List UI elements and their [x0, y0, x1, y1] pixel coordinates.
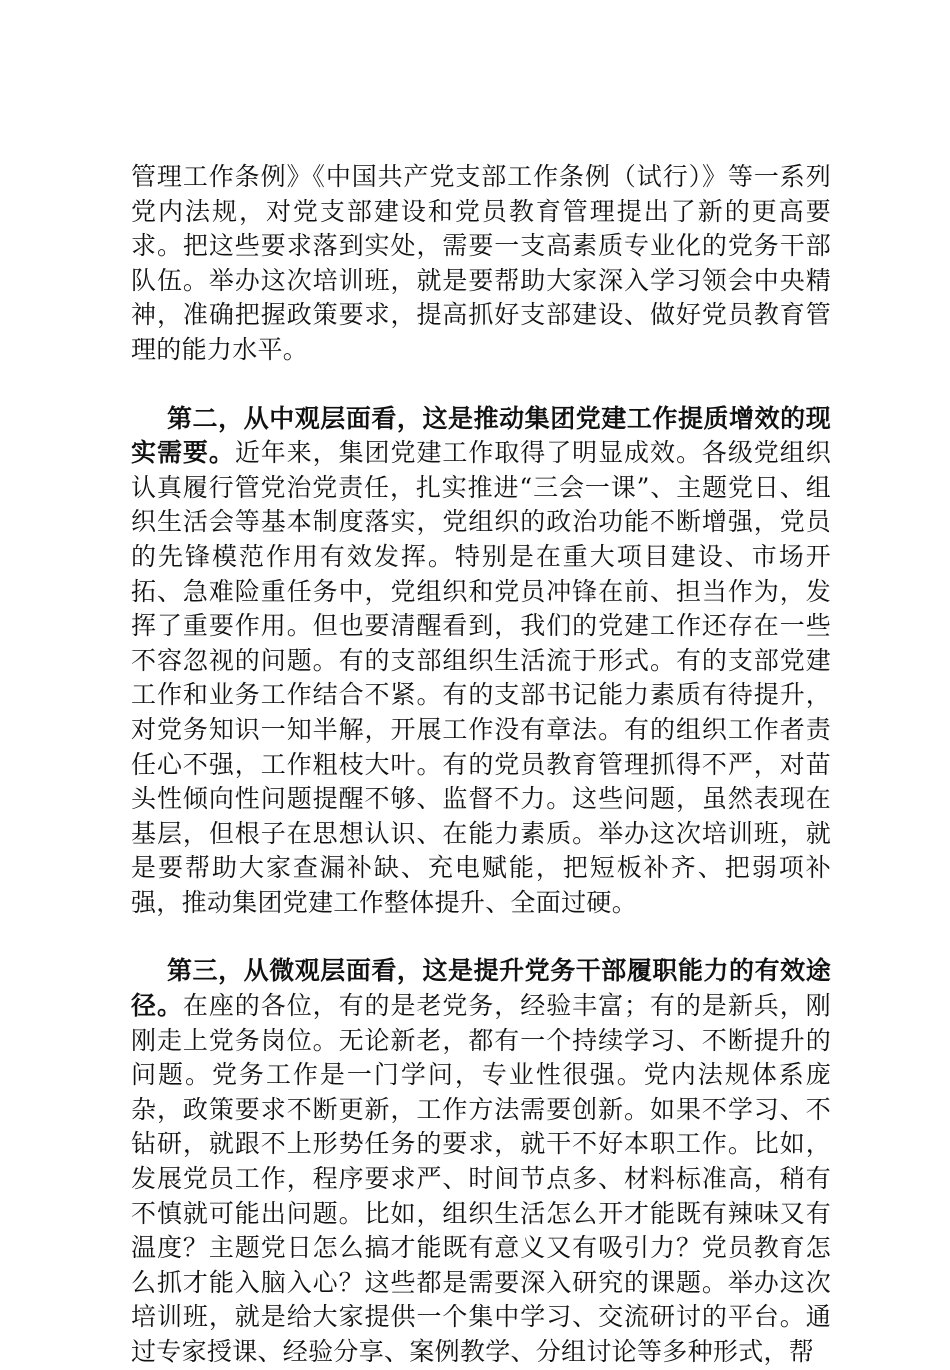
paragraph-intro [131, 160, 831, 368]
paragraph-third-body: 在座的各位，有的是老党务，经验丰富；有的是新兵，刚刚走上党务岗位。无论新老，都有一个持续学习、不断提升的问题。党务工作是一门学问，专业性很强。党内法规体系庞杂，政策要求不断更新，工作方法需要创新。如果不学习、不钻研，就跟不上形势任务的要求，就干不好本职工作。比如，发展党员工作，程序要求严、时间节点多、材料标准高，稍有不慎就可能出问题。比如，组织生活怎么开才能既有辣味又有温度？主题党日怎么搞才能既有意义又有吸引力？党员教育怎么抓才能入脑入心？这些都是需要深入研究的课题。举办这次培训班，就是给大家提供一个集中学习、交流研讨的平台。通过专家授课、经验分享、案例教学、分组讨论等多种形式，帮 [131, 991, 831, 1366]
paragraph-second [131, 402, 831, 921]
paragraph-third [131, 954, 831, 1369]
paragraph-second-lead: 第二，从中观层面看，这是推动集团党建工作提质增效的现实需要。 [131, 403, 831, 468]
paragraph-second-body: 近年来，集团党建工作取得了明显成效。各级党组织认真履行管党治党责任，扎实推进“三会一课”、主题党日、组织生活会等基本制度落实，党组织的政治功能不断增强，党员的先锋模范作用有效发挥。特别是在重大项目建设、市场开拓、急难险重任务中，党组织和党员冲锋在前、担当作为，发挥了重要作用。但也要清醒看到，我们的党建工作还存在一些不容忽视的问题。有的支部组织生活流于形式。有的支部党建工作和业务工作结合不紧。有的支部书记能力素质有待提升，对党务知识一知半解，开展工作没有章法。有的组织工作者责任心不强，工作粗枝大叶。有的党员教育管理抓得不严，对苗头性倾向性问题提醒不够、监督不力。这些问题，虽然表现在基层，但根子在思想认识、在能力素质。举办这次培训班，就是要帮助大家查漏补缺、充电赋能，把短板补齐、把弱项补强，推动集团党建工作整体提升、全面过硬。 [131, 438, 832, 917]
document-page [131, 160, 831, 1370]
paragraph-intro-body: 管理工作条例》《中国共产党支部工作条例（试行）》等一系列党内法规，对党支部建设和党员教育管理提出了新的更高要求。把这些要求落到实处，需要一支高素质专业化的党务干部队伍。举办这次培训班，就是要帮助大家深入学习领会中央精神，准确把握政策要求，提高抓好支部建设、做好党员教育管理的能力水平。 [131, 162, 831, 364]
paragraph-third-lead: 第三，从微观层面看，这是提升党务干部履职能力的有效途径。 [131, 956, 831, 1021]
